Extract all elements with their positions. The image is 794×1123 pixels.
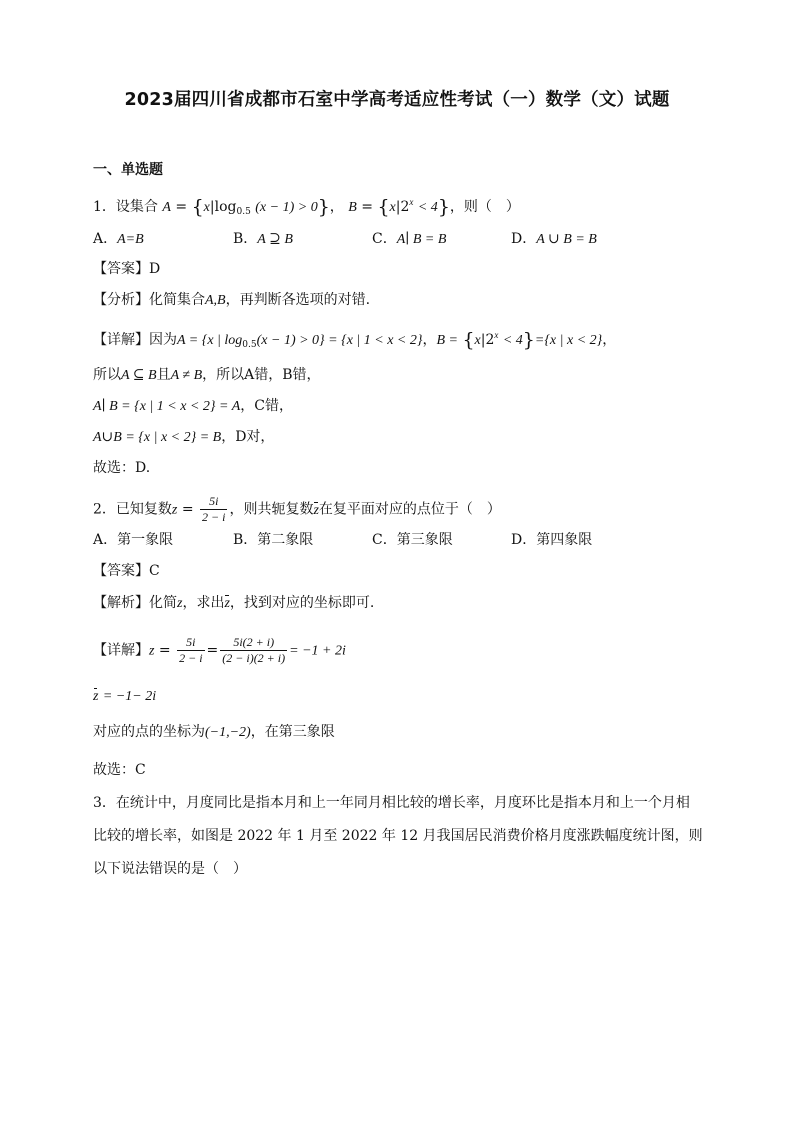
math: (−1,−2) bbox=[205, 725, 251, 740]
answer-tag: 【答案】 bbox=[93, 261, 149, 277]
fraction-1 bbox=[177, 635, 204, 666]
right-brace: } bbox=[437, 196, 450, 218]
option-text: A∣ B = B bbox=[396, 232, 447, 247]
q1-pow-base: 2 bbox=[400, 199, 410, 215]
text: ，找到对应的坐标即可. bbox=[229, 595, 375, 611]
detail-pow-base: 2 bbox=[485, 332, 495, 348]
q2-number: 2． bbox=[93, 501, 116, 518]
math: A ⊆ B bbox=[121, 368, 157, 383]
right-brace: } bbox=[317, 196, 330, 218]
q1-set-a-var: A bbox=[162, 200, 171, 215]
detail-comma: ， bbox=[422, 332, 437, 348]
q2-detail bbox=[93, 635, 346, 666]
detail-tag: 【详解】 bbox=[93, 642, 149, 659]
q1-option-a bbox=[93, 229, 144, 250]
option-letter: D． bbox=[511, 231, 537, 247]
right-brace: } bbox=[522, 329, 535, 351]
q1-option-b bbox=[233, 229, 293, 250]
q2-stem bbox=[93, 494, 501, 525]
q1-detail bbox=[93, 325, 616, 355]
detail-log-base: 0.5 bbox=[242, 340, 257, 350]
fraction-numerator: 5i bbox=[177, 635, 204, 651]
q1-option-c bbox=[372, 229, 446, 250]
option-letter: A． bbox=[93, 532, 118, 548]
q1-eq-b: = bbox=[361, 199, 373, 215]
analysis-sets: A,B bbox=[205, 293, 226, 308]
section-heading: 一、单选题 bbox=[93, 162, 163, 178]
fraction-numerator: 5i(2 + i) bbox=[220, 635, 287, 651]
fraction-2 bbox=[220, 635, 287, 666]
q1-analysis bbox=[93, 290, 370, 311]
bar-separator: | bbox=[480, 332, 486, 348]
q2-answer bbox=[93, 561, 160, 581]
text: 所以 bbox=[93, 367, 121, 383]
option-letter: B． bbox=[233, 231, 258, 247]
document-title: 2023届四川省成都市石室中学高考适应性考试（一）数学（文）试题 bbox=[124, 90, 670, 110]
jiexi-tag: 【解析】 bbox=[93, 595, 149, 611]
option-letter: B． bbox=[233, 532, 258, 548]
q2-jiexi bbox=[93, 593, 374, 614]
bar-separator: | bbox=[209, 199, 215, 215]
text: 化简 bbox=[149, 595, 177, 611]
option-letter: C． bbox=[372, 532, 397, 548]
eq: = bbox=[206, 642, 219, 659]
q1-detail-line3 bbox=[93, 396, 293, 417]
q1-stem bbox=[93, 192, 520, 222]
fraction-denominator: 2 − i bbox=[179, 651, 203, 665]
q2-z-conjugate: z bbox=[313, 501, 318, 521]
math: A∪B = {x | x < 2} = B bbox=[93, 430, 222, 445]
option-text: A ⊇ B bbox=[257, 232, 293, 247]
q1-log-base: 0.5 bbox=[236, 207, 251, 217]
detail-x: x bbox=[474, 333, 481, 348]
q2-eq: = bbox=[181, 501, 194, 518]
detail-text: 因为 bbox=[149, 332, 177, 348]
option-letter: C． bbox=[372, 231, 397, 247]
q1-number: 1． bbox=[93, 199, 116, 215]
q1-stem-text: 设集合 bbox=[115, 199, 158, 215]
option-text: 第三象限 bbox=[396, 532, 453, 548]
analysis-tag: 【分析】 bbox=[93, 292, 149, 308]
text: 对应的点的坐标为 bbox=[93, 724, 205, 740]
detail-set-a-result: (x − 1) > 0} = {x | 1 < x < 2} bbox=[256, 333, 423, 348]
q2-stem-text: 已知复数 bbox=[115, 501, 172, 518]
detail-set-b: B = bbox=[436, 333, 458, 348]
q1-log: log bbox=[214, 199, 237, 215]
q1-conclusion: 故选：D. bbox=[93, 460, 151, 476]
analysis-text: 化简集合 bbox=[149, 292, 205, 308]
fraction-denominator: (2 − i)(2 + i) bbox=[222, 651, 286, 665]
q2-z: z bbox=[171, 502, 178, 518]
math: A∣ B = {x | 1 < x < 2} = A bbox=[93, 399, 241, 414]
detail-end: ， bbox=[602, 332, 617, 348]
text: ，求出 bbox=[182, 595, 225, 611]
q1-comma: ， bbox=[329, 199, 344, 215]
q2-option-d bbox=[511, 530, 592, 550]
q3-stem: 3．在统计中，月度同比是指本月和上一年同月相比较的增长率，月度环比是指本月和上一个月相比较的增长率，如图是 2022 年 1 月至 2022 年 12 月我国居民消费价格月度涨跌幅度统计图，则以下说法错误的是（ ） bbox=[93, 795, 703, 877]
q2-stem-text-c: 在复平面对应的点位于（ ） bbox=[318, 501, 501, 518]
left-brace: { bbox=[191, 196, 204, 218]
detail-tag: 【详解】 bbox=[93, 332, 149, 348]
math-conjugate: z bbox=[93, 687, 98, 707]
left-brace: { bbox=[377, 196, 390, 218]
q2-answer-value: C bbox=[149, 563, 160, 579]
option-text: A=B bbox=[117, 232, 144, 247]
detail-set-b-result: ={x | x < 2} bbox=[534, 333, 603, 348]
text: ，所以A错，B错， bbox=[202, 367, 321, 383]
answer-tag: 【答案】 bbox=[93, 563, 149, 579]
q1-x: x bbox=[203, 200, 210, 215]
text: ，D对， bbox=[221, 429, 275, 445]
text: ，C错， bbox=[240, 398, 293, 414]
detail-pow-exp: x bbox=[494, 330, 499, 340]
q1-answer bbox=[93, 259, 160, 279]
q1-eq: = bbox=[175, 199, 188, 215]
q2-conjugate-line bbox=[93, 686, 156, 707]
q1-tail: ，则（ ） bbox=[449, 199, 520, 215]
q2-coordinate-line bbox=[93, 722, 335, 743]
q1-x-b: x bbox=[389, 200, 396, 215]
analysis-text-end: ，再判断各选项的对错. bbox=[225, 292, 371, 308]
q2-stem-text-b: ，则共轭复数 bbox=[229, 501, 314, 518]
math-result: = −1 + 2i bbox=[289, 643, 346, 659]
option-letter: D． bbox=[511, 532, 537, 548]
q1-detail-line2 bbox=[93, 365, 321, 386]
q2-fraction bbox=[200, 494, 227, 525]
fraction-denominator: 2 − i bbox=[202, 510, 226, 524]
q2-conclusion: 故选：C bbox=[93, 762, 146, 778]
fraction-numerator: 5i bbox=[200, 494, 227, 510]
math-conjugate: z bbox=[224, 594, 229, 614]
left-brace: { bbox=[462, 329, 475, 351]
option-text: 第二象限 bbox=[257, 532, 314, 548]
option-text: 第一象限 bbox=[117, 532, 174, 548]
detail-lt4: < 4 bbox=[502, 333, 523, 348]
detail-set-a: A = {x | log bbox=[177, 333, 243, 348]
q2-option-b bbox=[233, 530, 313, 550]
q1-lt4: < 4 bbox=[417, 200, 438, 215]
math: = −1− 2i bbox=[102, 689, 157, 704]
option-text: A ∪ B = B bbox=[536, 232, 597, 247]
math: A ≠ B bbox=[170, 368, 203, 383]
q1-detail-line4 bbox=[93, 427, 274, 448]
q1-set-b-var: B bbox=[348, 200, 357, 215]
eq: = bbox=[158, 642, 171, 659]
q2-option-a bbox=[93, 530, 173, 550]
q1-answer-value: D bbox=[149, 261, 161, 277]
q1-option-d bbox=[511, 229, 597, 250]
text: ，在第三象限 bbox=[250, 724, 335, 740]
option-letter: A． bbox=[93, 231, 118, 247]
q2-option-c bbox=[372, 530, 453, 550]
math: z bbox=[177, 596, 183, 611]
math: z bbox=[149, 643, 155, 659]
q1-pow-exp: x bbox=[409, 197, 414, 207]
option-text: 第四象限 bbox=[536, 532, 593, 548]
bar-separator: | bbox=[395, 199, 401, 215]
text: 且 bbox=[156, 367, 171, 383]
q1-log-arg: (x − 1) > 0 bbox=[255, 200, 318, 215]
